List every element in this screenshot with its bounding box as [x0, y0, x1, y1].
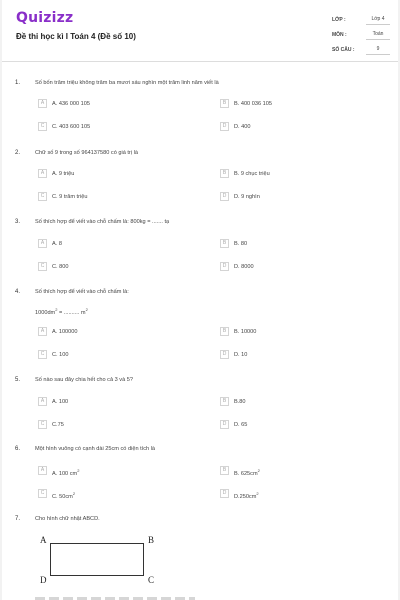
option-letter-box: B — [220, 99, 229, 108]
option-letter-box: A — [38, 239, 47, 248]
question-number: 6. — [15, 446, 21, 452]
grade-value: Lớp 4 — [366, 15, 390, 25]
question-text: Chữ số 9 trong số 964137580 có giá trị là — [35, 150, 138, 156]
option-letter-box: C — [38, 192, 47, 201]
option-letter-box: A — [38, 99, 47, 108]
option-text: D. 9 nghìn — [234, 194, 260, 200]
option-letter-box: C — [38, 350, 47, 359]
option-letter-box: D — [220, 262, 229, 271]
vertex-c-label: C — [148, 575, 155, 585]
quizizz-logo: Quizizz — [16, 10, 74, 26]
option-letter-box: B — [220, 169, 229, 178]
option-text — [234, 468, 260, 477]
option-text: A. 8 — [52, 241, 62, 247]
squared-mark: 2 — [77, 468, 80, 473]
expression-left: 1000dm — [35, 309, 56, 316]
option-text: A. 100 — [52, 399, 69, 405]
option-text: A. 436 000 105 — [52, 101, 90, 107]
option-value: D.250cm — [234, 493, 257, 500]
worksheet-header — [2, 0, 398, 62]
option-letter-box: D — [220, 350, 229, 359]
option-letter-box: B — [220, 239, 229, 248]
squared-mark: 2 — [55, 307, 58, 312]
option-value: B. 625cm — [234, 470, 258, 477]
option-value: C. 50cm — [52, 493, 73, 500]
question-number: 3. — [15, 219, 21, 225]
question-text: Một hình vuông có cạnh dài 25cm có diện tích là — [35, 446, 156, 452]
option-letter-box: D — [220, 122, 229, 131]
vertex-b-label: B — [148, 535, 155, 545]
squared-mark: 2 — [72, 491, 76, 496]
option-letter-box: C — [38, 420, 47, 429]
option-text: C. 800 — [52, 264, 69, 270]
question-text: Cho hình chữ nhật ABCD. — [35, 516, 100, 522]
subject-label: MÔN : — [332, 32, 347, 38]
option-text: A. 9 triệu — [52, 171, 75, 177]
rectangle-abcd-figure — [38, 533, 168, 593]
option-letter-box: D — [220, 489, 229, 498]
rectangle-shape — [50, 543, 144, 576]
option-text — [234, 491, 259, 500]
question-number: 2. — [15, 150, 21, 156]
worksheet-page — [2, 0, 398, 600]
question-number: 7. — [15, 516, 21, 522]
question-text: Số thích hợp để viết vào chỗ chấm là: — [35, 289, 129, 295]
squared-mark: 2 — [257, 468, 260, 473]
option-letter-box: A — [38, 397, 47, 406]
option-text: C. 403 600 105 — [52, 124, 91, 130]
question-count-label: SỐ CÂU : — [332, 47, 355, 53]
option-letter-box: B — [220, 466, 229, 475]
vertex-d-label: D — [40, 575, 47, 585]
option-text: C.75 — [52, 422, 64, 428]
option-text: A. 100000 — [52, 329, 78, 335]
question-number: 4. — [15, 289, 21, 295]
option-text: C. 9 trăm triệu — [52, 194, 88, 200]
option-text: B. 10000 — [234, 329, 257, 335]
expression-right: = .......... m — [57, 309, 86, 316]
option-text — [52, 491, 75, 500]
squared-mark: 2 — [256, 491, 259, 496]
grade-label: LỚP : — [332, 17, 346, 23]
question-count-value: 9 — [366, 45, 390, 55]
question-number: 1. — [15, 80, 21, 86]
squared-mark: 2 — [85, 307, 88, 312]
vertex-a-label: A — [40, 535, 47, 545]
option-letter-box: C — [38, 122, 47, 131]
option-text: D. 8000 — [234, 264, 254, 270]
question-text: Số bốn trăm triệu không trăm ba mươi sáu nghìn một trăm linh năm viết là — [35, 80, 219, 86]
option-letter-box: D — [220, 192, 229, 201]
option-text — [52, 468, 79, 477]
option-text: D. 10 — [234, 352, 248, 358]
option-letter-box: A — [38, 169, 47, 178]
option-text: B.80 — [234, 399, 246, 405]
option-letter-box: C — [38, 262, 47, 271]
option-text: B. 9 chục triệu — [234, 171, 270, 177]
option-text: B. 80 — [234, 241, 248, 247]
option-text: B. 400 036 105 — [234, 101, 272, 107]
option-letter-box: B — [220, 327, 229, 336]
option-letter-box: B — [220, 397, 229, 406]
question-expression — [35, 307, 88, 316]
option-letter-box: A — [38, 327, 47, 336]
option-text: D. 400 — [234, 124, 251, 130]
option-letter-box: A — [38, 466, 47, 475]
worksheet-title: Đề thi học kì I Toán 4 (Đề số 10) — [16, 32, 136, 41]
question-text: Số thích hợp để viết vào chỗ chấm là: 800kg = ....... tạ — [35, 219, 170, 225]
option-text: D. 65 — [234, 422, 248, 428]
option-letter-box: D — [220, 420, 229, 429]
subject-value: Toán — [366, 30, 390, 40]
question-text: Số nào sau đây chia hết cho cả 3 và 5? — [35, 377, 133, 383]
option-text: C. 100 — [52, 352, 69, 358]
question-number: 5. — [15, 377, 21, 383]
option-letter-box: C — [38, 489, 47, 498]
option-value: A. 100 cm — [52, 470, 78, 477]
